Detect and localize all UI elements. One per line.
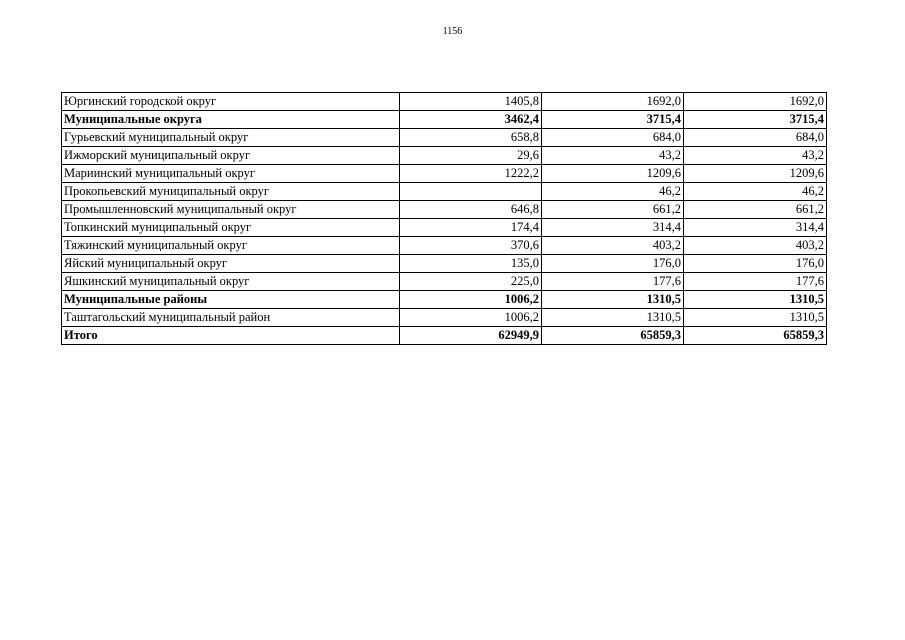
row-value-1-cell: 1222,2 <box>400 165 542 183</box>
row-name-cell: Муниципальные районы <box>62 291 400 309</box>
row-value-2-cell: 1209,6 <box>542 165 684 183</box>
row-value-2-cell: 661,2 <box>542 201 684 219</box>
table-row-subtotal <box>62 291 827 309</box>
row-value-3-cell: 3715,4 <box>684 111 827 129</box>
row-value-2-cell: 177,6 <box>542 273 684 291</box>
row-name-cell: Таштагольский муниципальный район <box>62 309 400 327</box>
row-value-1-cell: 658,8 <box>400 129 542 147</box>
table-row <box>62 309 827 327</box>
row-value-3-cell: 1310,5 <box>684 291 827 309</box>
row-value-3-cell: 43,2 <box>684 147 827 165</box>
row-value-1-cell: 1405,8 <box>400 93 542 111</box>
table-row <box>62 219 827 237</box>
page-number: 1156 <box>442 26 463 37</box>
table-row <box>62 165 827 183</box>
row-value-2-cell: 1692,0 <box>542 93 684 111</box>
row-value-1-cell: 3462,4 <box>400 111 542 129</box>
row-value-1-cell: 1006,2 <box>400 309 542 327</box>
row-name-cell: Тяжинский муниципальный округ <box>62 237 400 255</box>
row-value-3-cell: 1692,0 <box>684 93 827 111</box>
table-body <box>62 93 827 345</box>
row-value-2-cell: 65859,3 <box>542 327 684 345</box>
row-name-cell: Промышленновский муниципальный округ <box>62 201 400 219</box>
row-value-3-cell: 1209,6 <box>684 165 827 183</box>
row-name-cell: Мариинский муниципальный округ <box>62 165 400 183</box>
row-name-cell: Ижморский муниципальный округ <box>62 147 400 165</box>
row-value-2-cell: 1310,5 <box>542 309 684 327</box>
row-value-1-cell: 174,4 <box>400 219 542 237</box>
row-name-cell: Яйский муниципальный округ <box>62 255 400 273</box>
row-name-cell: Яшкинский муниципальный округ <box>62 273 400 291</box>
row-name-cell: Юргинский городской округ <box>62 93 400 111</box>
row-name-cell: Гурьевский муниципальный округ <box>62 129 400 147</box>
row-value-2-cell: 684,0 <box>542 129 684 147</box>
row-value-3-cell: 1310,5 <box>684 309 827 327</box>
row-value-2-cell: 403,2 <box>542 237 684 255</box>
row-value-1-cell: 646,8 <box>400 201 542 219</box>
table-row <box>62 147 827 165</box>
row-value-1-cell <box>400 183 542 201</box>
row-value-3-cell: 403,2 <box>684 237 827 255</box>
row-value-3-cell: 177,6 <box>684 273 827 291</box>
table-row-subtotal <box>62 111 827 129</box>
row-value-2-cell: 176,0 <box>542 255 684 273</box>
budget-table <box>61 92 827 345</box>
row-value-2-cell: 3715,4 <box>542 111 684 129</box>
row-value-3-cell: 176,0 <box>684 255 827 273</box>
row-value-1-cell: 1006,2 <box>400 291 542 309</box>
row-value-1-cell: 370,6 <box>400 237 542 255</box>
row-value-1-cell: 62949,9 <box>400 327 542 345</box>
row-value-3-cell: 46,2 <box>684 183 827 201</box>
row-value-3-cell: 684,0 <box>684 129 827 147</box>
row-value-2-cell: 46,2 <box>542 183 684 201</box>
table-row <box>62 201 827 219</box>
row-value-3-cell: 65859,3 <box>684 327 827 345</box>
table-row <box>62 183 827 201</box>
row-name-cell: Муниципальные округа <box>62 111 400 129</box>
row-value-1-cell: 225,0 <box>400 273 542 291</box>
row-name-cell: Топкинский муниципальный округ <box>62 219 400 237</box>
table-row <box>62 129 827 147</box>
row-value-2-cell: 1310,5 <box>542 291 684 309</box>
row-value-2-cell: 43,2 <box>542 147 684 165</box>
row-value-2-cell: 314,4 <box>542 219 684 237</box>
table-row <box>62 273 827 291</box>
table-row <box>62 237 827 255</box>
row-value-1-cell: 29,6 <box>400 147 542 165</box>
row-name-cell: Прокопьевский муниципальный округ <box>62 183 400 201</box>
table-row-subtotal <box>62 327 827 345</box>
row-value-3-cell: 661,2 <box>684 201 827 219</box>
row-value-3-cell: 314,4 <box>684 219 827 237</box>
row-value-1-cell: 135,0 <box>400 255 542 273</box>
table-row <box>62 93 827 111</box>
table-row <box>62 255 827 273</box>
row-name-cell: Итого <box>62 327 400 345</box>
